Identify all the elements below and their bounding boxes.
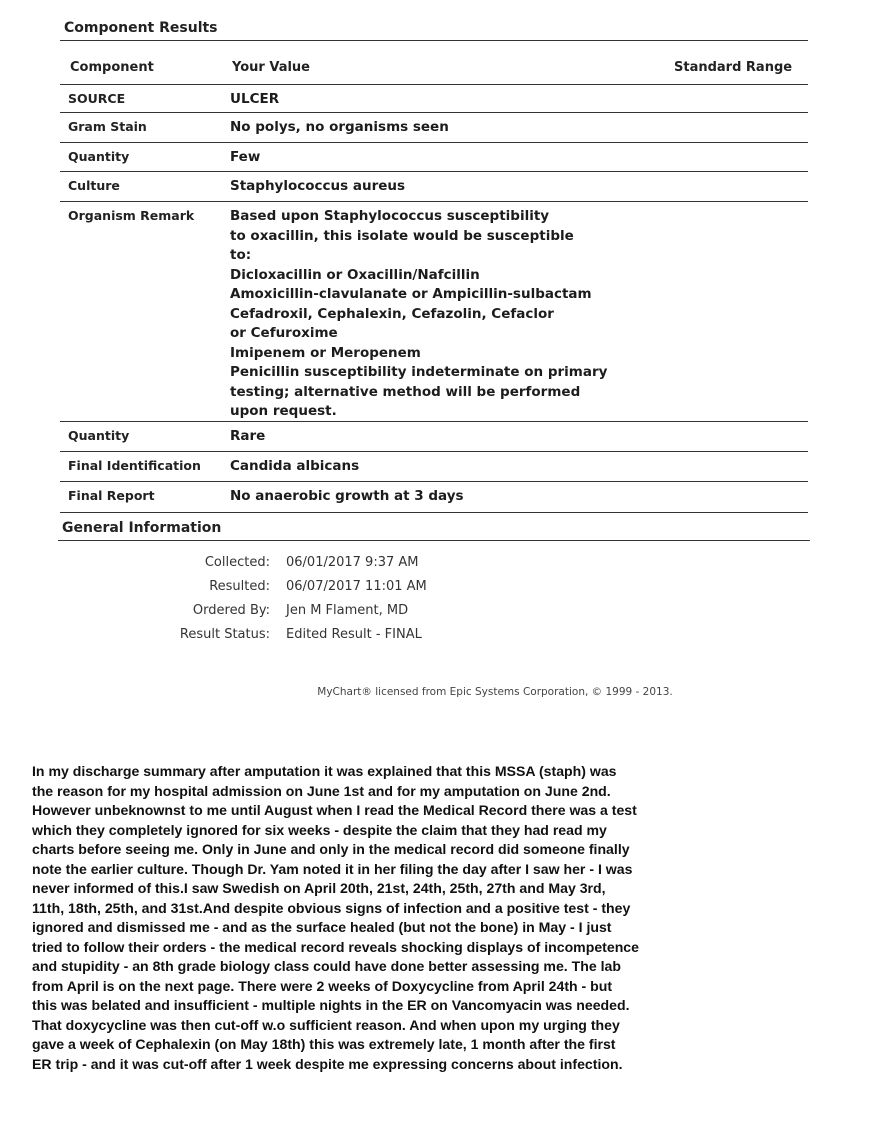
table-row [60, 143, 808, 172]
table-row [60, 85, 808, 113]
narrative-line: never informed of this.I saw Swedish on April 20th, 21st, 24th, 25th, 27th and May 3rd, [32, 880, 606, 896]
collected-row [60, 555, 460, 579]
ordered-by-row [60, 603, 460, 627]
ordered-by-label: Ordered By: [192, 603, 270, 618]
narrative-line: ER trip - and it was cut-off after 1 week despite me expressing concerns about infection. [32, 1055, 623, 1072]
remark-line: Dicloxacillin or Oxacillin/Nafcillin [230, 266, 480, 283]
table-header [60, 52, 808, 85]
row-label: Final Report [68, 488, 155, 503]
collected-label: Collected: [204, 555, 270, 570]
remark-line: Based upon Staphylococcus susceptibility [230, 208, 550, 224]
narrative-line: 11th, 18th, 25th, and 31st.And despite obvious signs of infection and a positive test - they [32, 899, 631, 916]
ordered-by-value: Jen M Flament, MD [286, 603, 409, 618]
table-row [60, 172, 808, 202]
resulted-value: 06/07/2017 11:01 AM [286, 579, 427, 594]
narrative-line: charts before seeing me. Only in June and only in the medical record did someone finally [32, 841, 630, 857]
organism-remark-text [230, 202, 808, 426]
remark-line: to oxacillin, this isolate would be susceptible [230, 227, 574, 244]
general-information [60, 555, 460, 651]
row-value: ULCER [230, 91, 280, 107]
remark-line: Cefadroxil, Cephalexin, Cefazolin, Cefaclor [230, 305, 554, 322]
table-row-organism-remark [60, 202, 808, 422]
table-row [60, 422, 808, 452]
remark-line: to: [230, 247, 252, 263]
result-status-label: Result Status: [179, 627, 270, 642]
narrative-line: In my discharge summary after amputation it was explained that this MSSA (staph) was [32, 763, 617, 779]
narrative-line: tried to follow their orders - the medical record reveals shocking displays of incompetence [32, 938, 639, 955]
row-label: Organism Remark [68, 208, 195, 223]
row-label: Gram Stain [68, 119, 147, 134]
row-value: Staphylococcus aureus [230, 178, 406, 194]
result-status-row [60, 627, 460, 651]
resulted-row [60, 579, 460, 603]
component-results-table [60, 52, 808, 513]
collected-value: 06/01/2017 9:37 AM [286, 555, 419, 570]
remark-line: or Cefuroxime [230, 325, 338, 341]
general-information-rule [58, 540, 810, 541]
general-information-title: General Information [62, 520, 222, 536]
remark-line: testing; alternative method will be performed [230, 383, 581, 400]
resulted-label: Resulted: [209, 579, 270, 594]
row-value: No polys, no organisms seen [230, 119, 449, 135]
row-label: Quantity [68, 149, 130, 164]
narrative-line: which they completely ignored for six weeks - despite the claim that they had read my [32, 821, 607, 838]
footer-text: MyChart® licensed from Epic Systems Corporation, © 1999 - 2013. [317, 686, 673, 698]
narrative-line: note the earlier culture. Though Dr. Yam noted it in her filing the day after I saw her - I was [32, 860, 633, 877]
row-label: Quantity [68, 428, 130, 443]
table-row [60, 482, 808, 513]
narrative-line: the reason for my hospital admission on June 1st and for my amputation on June 2nd. [32, 782, 611, 799]
remark-line: Amoxicillin-clavulanate or Ampicillin-sulbactam [230, 286, 592, 302]
narrative-line: ignored and dismissed me - and as the surface healed (but not the bone) in May - I just [32, 919, 612, 935]
row-label: Final Identification [68, 458, 201, 473]
remark-line: Imipenem or Meropenem [230, 344, 421, 361]
row-label: SOURCE [68, 91, 126, 106]
table-row [60, 452, 808, 482]
narrative-line: and stupidity - an 8th grade biology class could have done better assessing me. The lab [32, 958, 621, 974]
row-value: Candida albicans [230, 458, 360, 474]
row-value: No anaerobic growth at 3 days [230, 488, 464, 504]
row-value: Few [230, 149, 261, 165]
result-status-value: Edited Result - FINAL [286, 627, 422, 642]
mychart-footer [0, 686, 880, 698]
narrative-text [32, 762, 862, 1074]
table-row [60, 113, 808, 143]
row-label: Culture [68, 178, 120, 193]
header-standard-range: Standard Range [674, 60, 793, 75]
header-component: Component [70, 60, 154, 75]
header-your-value: Your Value [232, 60, 310, 75]
narrative-line: However unbeknownst to me until August when I read the Medical Record there was a test [32, 802, 637, 818]
narrative-line: this was belated and insufficient - multiple nights in the ER on Vancomyacin was needed. [32, 997, 630, 1013]
title-rule [60, 40, 808, 41]
remark-line: Penicillin susceptibility indeterminate on primary [230, 364, 608, 380]
narrative-line: That doxycycline was then cut-off w.o sufficient reason. And when upon my urging they [32, 1016, 620, 1033]
remark-line: upon request. [230, 403, 337, 419]
narrative-line: gave a week of Cephalexin (on May 18th) this was extremely late, 1 month after the first [32, 1036, 616, 1052]
narrative-line: from April is on the next page. There were 2 weeks of Doxycycline from April 24th - but [32, 977, 613, 994]
row-value: Rare [230, 428, 266, 444]
component-results-title: Component Results [64, 20, 218, 36]
